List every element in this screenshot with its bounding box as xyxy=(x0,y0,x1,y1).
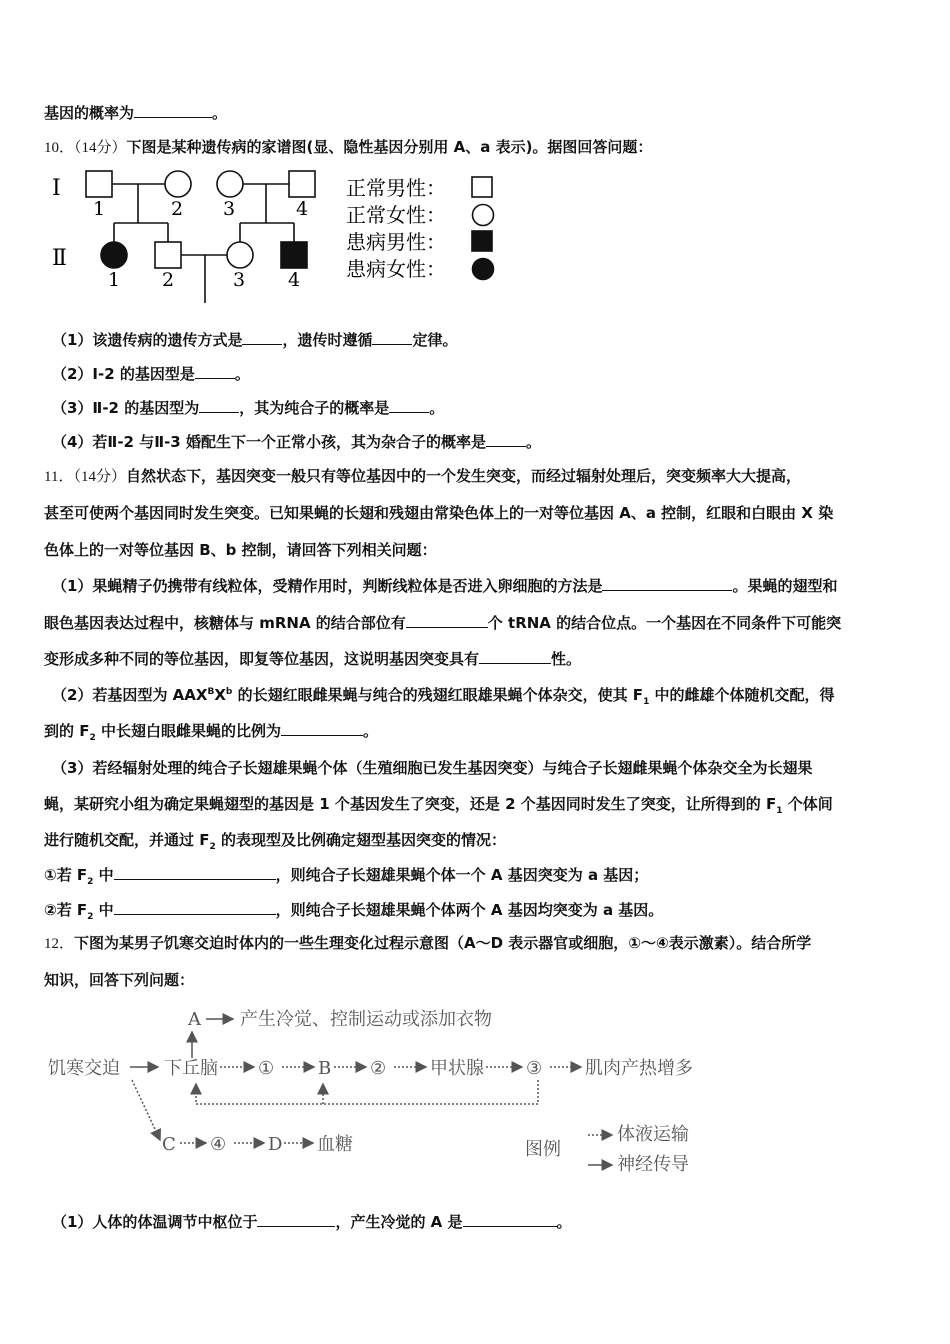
answer-blank[interactable] xyxy=(389,398,429,413)
q11-sub3: （3）若经辐射处理的纯合子长翅雄果蝇个体（生殖细胞已发生基因突变）与纯合子长翅雌果蝇个体杂交全为长翅果 xyxy=(52,759,813,777)
label-I4: 4 xyxy=(296,198,309,220)
case-2: ②若 $F_2$ 中 ，则纯合子长翅雄果蝇个体两个 A 基因均突变为 a 基因。 xyxy=(44,901,664,922)
normal-male-I4 xyxy=(289,171,315,197)
node-A: A xyxy=(188,1009,201,1030)
legend-normal-female: 正常女性： xyxy=(346,203,446,227)
legend-body-fluid: 体液运输 xyxy=(617,1124,689,1145)
label-II4: 4 xyxy=(288,269,301,291)
label-I1: 1 xyxy=(93,198,106,220)
hormone-3: ③ xyxy=(526,1058,543,1079)
node-muscle-heat: 肌肉产热增多 xyxy=(585,1058,693,1079)
q10-sub4: （4）若Ⅱ-2 与Ⅱ-3 婚配生下一个正常小孩，其为杂合子的概率是 。 xyxy=(52,433,541,451)
normal-male-I1 xyxy=(86,171,112,197)
text-line: 甚至可使两个基因同时发生突变。已知果蝇的长翅和残翅由常染色体上的一对等位基因 A、a 控制，红眼和白眼由 X 染 xyxy=(44,504,834,522)
q11-sub1: （1）果蝇精子仍携带有线粒体，受精作用时，判断线粒体是否进入卵细胞的方法是 。果蝇的翅型和 xyxy=(52,577,838,595)
regulation-diagram xyxy=(40,1000,720,1185)
generation-label-1: Ⅰ xyxy=(52,176,61,201)
label-I3: 3 xyxy=(223,198,236,220)
case-1: ①若 $F_2$ 中 ，则纯合子长翅雄果蝇个体一个 A 基因突变为 a 基因； xyxy=(44,866,649,887)
answer-blank[interactable] xyxy=(114,900,276,915)
text-line: 眼色基因表达过程中，核糖体与 mRNA 的结合部位有 个 tRNA 的结合位点。一个基因在不同条件下可能突 xyxy=(44,614,842,632)
pedigree-chart xyxy=(40,165,520,310)
text-line: 到的 $F_2$ 中长翅白眼雌果蝇的比例为 。 xyxy=(44,722,378,743)
legend-circle-filled xyxy=(473,259,494,280)
answer-blank[interactable] xyxy=(372,330,412,345)
answer-blank[interactable] xyxy=(479,649,551,664)
label-A-effect: 产生冷觉、控制运动或添加衣物 xyxy=(240,1009,492,1030)
answer-blank[interactable] xyxy=(281,721,363,736)
label-II1: 1 xyxy=(108,269,121,291)
text-line: 色体上的一对等位基因 B、b 控制，请回答下列相关问题： xyxy=(44,541,437,559)
generation-label-2: Ⅱ xyxy=(52,246,67,271)
answer-blank[interactable] xyxy=(486,432,526,447)
legend-normal-male: 正常男性： xyxy=(346,176,446,200)
question-10-stem: 10．（14分）下图是某种遗传病的家谱图(显、隐性基因分别用 A、a 表示)。据图回答问题： xyxy=(44,138,653,156)
answer-blank[interactable] xyxy=(257,1212,335,1227)
hormone-2: ② xyxy=(370,1058,387,1079)
q11-sub2: （2）若基因型为 $AAX^BX^b$ 的长翅红眼雌果蝇与纯合的残翅红眼雄果蝇个体杂交，使其 $F_1$ 中的雌雄个体随机交配，得 xyxy=(52,686,835,707)
answer-blank[interactable] xyxy=(114,865,276,880)
legend-affected-male: 患病男性： xyxy=(346,230,446,254)
answer-blank[interactable] xyxy=(463,1212,557,1227)
text-line: 蝇，某研究小组为确定果蝇翅型的基因是 1 个基因发生了突变，还是 2 个基因同时发生了突变，让所得到的 $F_1$ 个体间 xyxy=(44,795,833,816)
node-C: C xyxy=(162,1134,176,1155)
q12-sub1: （1）人体的体温调节中枢位于 ，产生冷觉的 A 是 。 xyxy=(52,1213,572,1231)
text-line: 进行随机交配，并通过 $F_2$ 的表现型及比例确定翅型基因突变的情况： xyxy=(44,831,506,852)
label-II2: 2 xyxy=(162,269,175,291)
normal-female-II3 xyxy=(227,242,253,268)
node-hypothalamus: 下丘脑 xyxy=(164,1058,218,1079)
text-line: 知识，回答下列问题： xyxy=(44,971,195,989)
text-line: 变形成多种不同的等位基因，即复等位基因，这说明基因突变具有 性。 xyxy=(44,650,582,668)
question-11-stem: 11．（14分）自然状态下，基因突变一般只有等位基因中的一个发生突变，而经过辐射处理后，突变频率大大提高， xyxy=(44,467,801,485)
normal-female-I3 xyxy=(217,171,243,197)
question-12-stem: 12．下图为某男子饥寒交迫时体内的一些生理变化过程示意图（A～D 表示器官或细胞，①～④表示激素）。结合所学 xyxy=(44,934,812,952)
node-thyroid: 甲状腺 xyxy=(430,1058,484,1079)
legend-circle-open xyxy=(473,205,494,226)
hormone-4: ④ xyxy=(210,1134,227,1155)
node-D: D xyxy=(268,1134,283,1155)
answer-blank[interactable] xyxy=(602,576,732,591)
q10-sub2: （2）Ⅰ-2 的基因型是 。 xyxy=(52,365,250,383)
legend-affected-female: 患病女性： xyxy=(346,257,446,281)
legend-nerve: 神经传导 xyxy=(617,1154,689,1175)
answer-blank[interactable] xyxy=(199,398,239,413)
hormone-1: ① xyxy=(258,1058,275,1079)
legend-square-open xyxy=(472,177,492,197)
label-II3: 3 xyxy=(233,269,246,291)
affected-female-II1 xyxy=(101,242,127,268)
answer-blank[interactable] xyxy=(195,364,235,379)
answer-blank[interactable] xyxy=(134,103,212,118)
answer-blank[interactable] xyxy=(406,613,488,628)
affected-male-II4 xyxy=(281,242,307,268)
node-B: B xyxy=(318,1058,332,1079)
answer-blank[interactable] xyxy=(242,330,282,345)
node-cold-hunger: 饥寒交迫 xyxy=(48,1058,120,1079)
q10-sub1: （1）该遗传病的遗传方式是 ，遗传时遵循 定律。 xyxy=(52,331,458,349)
node-blood-glucose: 血糖 xyxy=(317,1134,353,1155)
text-line: 基因的概率为 。 xyxy=(44,104,228,122)
legend-title: 图例 xyxy=(525,1139,561,1160)
label-I2: 2 xyxy=(171,198,184,220)
legend-square-filled xyxy=(472,231,492,251)
normal-male-II2 xyxy=(155,242,181,268)
q10-sub3: （3）Ⅱ-2 的基因型为 ，其为纯合子的概率是 。 xyxy=(52,399,445,417)
normal-female-I2 xyxy=(165,171,191,197)
